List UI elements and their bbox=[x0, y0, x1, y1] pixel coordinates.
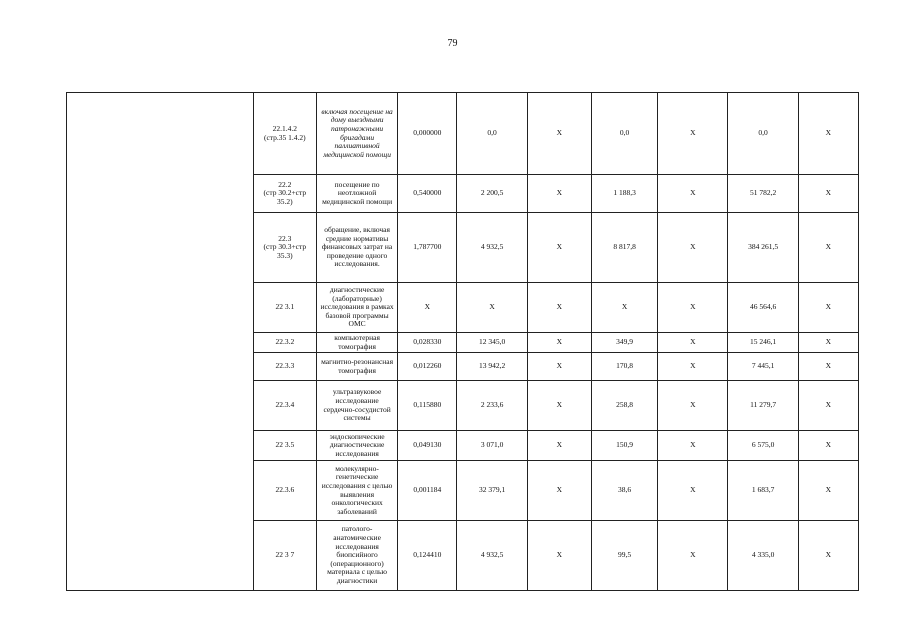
col-per-capita: 349,9 bbox=[591, 333, 657, 353]
col-per-capita: 150,9 bbox=[591, 431, 657, 461]
col-total-sum: 6 575,0 bbox=[728, 431, 798, 461]
blank-merged-cell bbox=[67, 93, 254, 591]
row-description-cell: компьютерная томография bbox=[316, 333, 397, 353]
col-standard-volume: 0,049130 bbox=[398, 431, 457, 461]
row-description-cell: включая посещение на дому выездными патронажными бригадами паллиативной медицинской помощи bbox=[316, 93, 397, 175]
row-code-cell: 22.3 (стр 30.3+стр 35.3) bbox=[253, 213, 316, 283]
col-total-sum: 1 683,7 bbox=[728, 461, 798, 521]
row-description-cell: эндоскопические диагностические исследования bbox=[316, 431, 397, 461]
page-number: 79 bbox=[447, 38, 458, 49]
col-x-3: X bbox=[798, 431, 858, 461]
col-x-3: X bbox=[798, 283, 858, 333]
col-x-2: X bbox=[658, 333, 728, 353]
col-cost-norm: 0,0 bbox=[457, 93, 527, 175]
data-table bbox=[66, 92, 859, 591]
col-x-1: X bbox=[527, 521, 591, 591]
table-row bbox=[67, 93, 859, 175]
col-x-1: X bbox=[527, 353, 591, 381]
col-per-capita: 99,5 bbox=[591, 521, 657, 591]
row-code-cell: 22.1.4.2 (стр.35 1.4.2) bbox=[253, 93, 316, 175]
col-x-1: X bbox=[527, 431, 591, 461]
col-x-1: X bbox=[527, 333, 591, 353]
row-description-cell: патолого-анатомические исследования биопсийного (операционного) материала с целью диагностики bbox=[316, 521, 397, 591]
col-x-2: X bbox=[658, 521, 728, 591]
col-x-1: X bbox=[527, 93, 591, 175]
col-x-3: X bbox=[798, 521, 858, 591]
col-x-2: X bbox=[658, 461, 728, 521]
col-x-3: X bbox=[798, 461, 858, 521]
col-standard-volume: 0,000000 bbox=[398, 93, 457, 175]
col-x-2: X bbox=[658, 283, 728, 333]
col-total-sum: 15 246,1 bbox=[728, 333, 798, 353]
col-standard-volume: X bbox=[398, 283, 457, 333]
col-per-capita: 170,8 bbox=[591, 353, 657, 381]
row-code-cell: 22.2 (стр 30.2+стр 35.2) bbox=[253, 175, 316, 213]
col-standard-volume: 0,540000 bbox=[398, 175, 457, 213]
col-x-2: X bbox=[658, 353, 728, 381]
row-code-cell: 22.3.4 bbox=[253, 381, 316, 431]
row-code-cell: 22.3.6 bbox=[253, 461, 316, 521]
col-cost-norm: 3 071,0 bbox=[457, 431, 527, 461]
col-total-sum: 384 261,5 bbox=[728, 213, 798, 283]
col-per-capita: X bbox=[591, 283, 657, 333]
col-cost-norm: 2 233,6 bbox=[457, 381, 527, 431]
col-standard-volume: 0,012260 bbox=[398, 353, 457, 381]
col-cost-norm: 32 379,1 bbox=[457, 461, 527, 521]
table-body bbox=[67, 93, 859, 591]
col-x-2: X bbox=[658, 93, 728, 175]
row-code-cell: 22 3.1 bbox=[253, 283, 316, 333]
col-x-3: X bbox=[798, 93, 858, 175]
col-per-capita: 8 817,8 bbox=[591, 213, 657, 283]
col-x-3: X bbox=[798, 353, 858, 381]
col-x-2: X bbox=[658, 213, 728, 283]
col-x-1: X bbox=[527, 461, 591, 521]
col-x-3: X bbox=[798, 175, 858, 213]
col-x-3: X bbox=[798, 381, 858, 431]
col-total-sum: 7 445,1 bbox=[728, 353, 798, 381]
col-per-capita: 38,6 bbox=[591, 461, 657, 521]
col-total-sum: 4 335,0 bbox=[728, 521, 798, 591]
row-code-cell: 22.3.3 bbox=[253, 353, 316, 381]
row-description-cell: ультразвуковое исследование сердечно-сосудистой системы bbox=[316, 381, 397, 431]
col-x-1: X bbox=[527, 283, 591, 333]
row-description-cell: обращение, включая средние нормативы финансовых затрат на проведение одного исследования. bbox=[316, 213, 397, 283]
col-standard-volume: 0,028330 bbox=[398, 333, 457, 353]
col-total-sum: 11 279,7 bbox=[728, 381, 798, 431]
col-cost-norm: 4 932,5 bbox=[457, 213, 527, 283]
row-code-cell: 22 3 7 bbox=[253, 521, 316, 591]
col-total-sum: 0,0 bbox=[728, 93, 798, 175]
col-standard-volume: 1,787700 bbox=[398, 213, 457, 283]
col-x-1: X bbox=[527, 175, 591, 213]
col-total-sum: 51 782,2 bbox=[728, 175, 798, 213]
col-total-sum: 46 564,6 bbox=[728, 283, 798, 333]
col-x-1: X bbox=[527, 213, 591, 283]
row-description-cell: молекулярно-генетические исследования с целью выявления онкологических заболеваний bbox=[316, 461, 397, 521]
col-cost-norm: 12 345,0 bbox=[457, 333, 527, 353]
row-code-cell: 22.3.2 bbox=[253, 333, 316, 353]
col-x-2: X bbox=[658, 381, 728, 431]
col-cost-norm: X bbox=[457, 283, 527, 333]
col-x-2: X bbox=[658, 175, 728, 213]
col-x-2: X bbox=[658, 431, 728, 461]
col-x-3: X bbox=[798, 213, 858, 283]
col-standard-volume: 0,001184 bbox=[398, 461, 457, 521]
col-x-1: X bbox=[527, 381, 591, 431]
col-per-capita: 258,8 bbox=[591, 381, 657, 431]
col-cost-norm: 2 200,5 bbox=[457, 175, 527, 213]
row-description-cell: диагностические (лабораторные) исследования в рамках базовой программы ОМС bbox=[316, 283, 397, 333]
col-standard-volume: 0,124410 bbox=[398, 521, 457, 591]
col-standard-volume: 0,115880 bbox=[398, 381, 457, 431]
row-description-cell: посещение по неотложной медицинской помощи bbox=[316, 175, 397, 213]
col-cost-norm: 13 942,2 bbox=[457, 353, 527, 381]
row-code-cell: 22 3.5 bbox=[253, 431, 316, 461]
row-description-cell: магнитно-резонансная томография bbox=[316, 353, 397, 381]
col-per-capita: 0,0 bbox=[591, 93, 657, 175]
col-cost-norm: 4 932,5 bbox=[457, 521, 527, 591]
col-x-3: X bbox=[798, 333, 858, 353]
col-per-capita: 1 188,3 bbox=[591, 175, 657, 213]
